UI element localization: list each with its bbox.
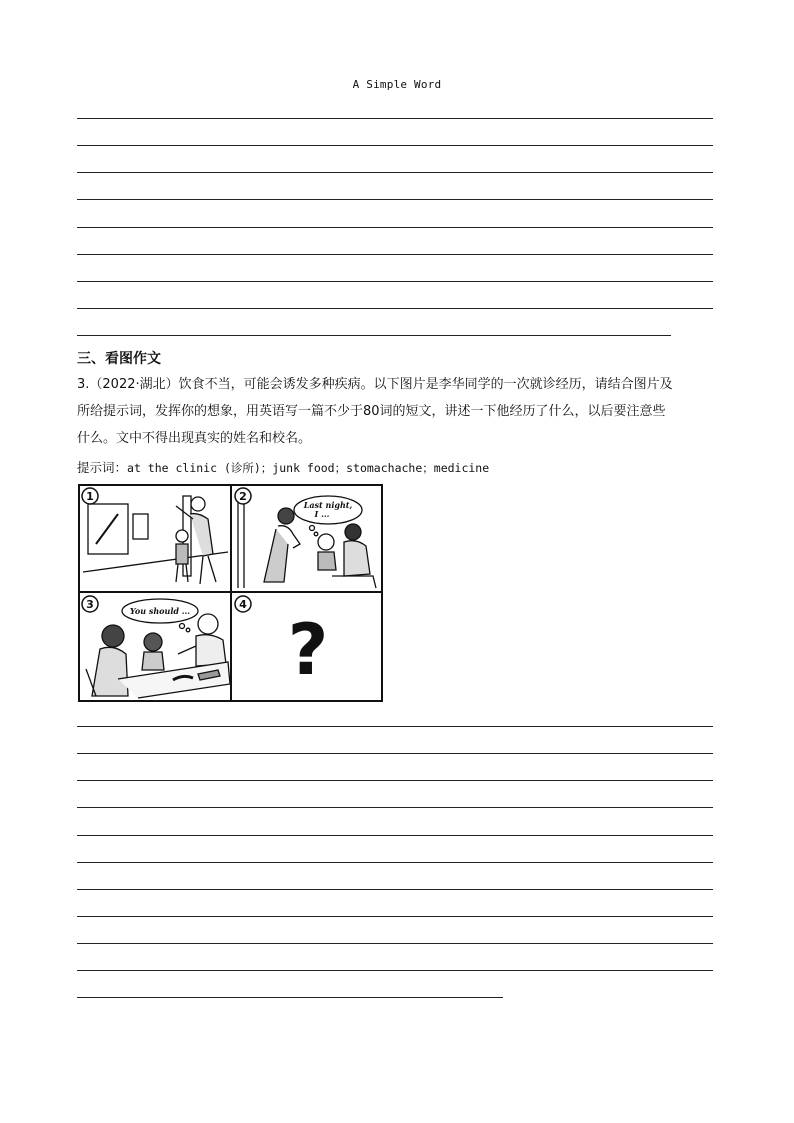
writing-line <box>77 970 713 971</box>
speech-bubble-2-line-2: I ... <box>314 509 330 519</box>
hint-words <box>77 458 489 476</box>
page-header: A Simple Word <box>352 78 442 91</box>
writing-line <box>77 145 713 146</box>
writing-line <box>77 916 713 917</box>
question-text-line-1: 3.（2022·湖北）饮食不当，可能会诱发多种疾病。以下图片是李华同学的一次就诊经历，请结合图片及 <box>77 377 673 392</box>
hint-text: at the clinic (诊所)；junk food；stomachache；medicine <box>127 461 490 475</box>
writing-line <box>77 199 713 200</box>
writing-line <box>77 172 713 173</box>
speech-bubble-2-line-1: Last night, <box>303 500 353 510</box>
speech-bubble-3-text: You should ... <box>129 606 191 616</box>
question-mark-panel-4: ? <box>287 609 329 691</box>
writing-line <box>77 807 713 808</box>
writing-line <box>77 118 713 119</box>
writing-line <box>77 308 713 309</box>
writing-line <box>77 335 671 336</box>
question-text-line-3: 什么。文中不得出现真实的姓名和校名。 <box>77 431 312 446</box>
writing-line <box>77 835 713 836</box>
writing-line <box>77 753 713 754</box>
comic-strip <box>78 484 383 702</box>
writing-line <box>77 889 713 890</box>
writing-line <box>77 726 713 727</box>
writing-line <box>77 780 713 781</box>
hint-label: 提示词： <box>77 460 128 475</box>
writing-line <box>77 862 713 863</box>
panel-number-4: 4 <box>239 598 247 611</box>
writing-line <box>77 281 713 282</box>
writing-line <box>77 943 713 944</box>
section-title: 三、看图作文 <box>77 351 161 367</box>
writing-line <box>77 997 503 998</box>
writing-line <box>77 227 713 228</box>
writing-line <box>77 254 713 255</box>
panel-number-2: 2 <box>239 490 247 503</box>
comic-illustration <box>78 484 383 702</box>
panel-number-1: 1 <box>86 490 94 503</box>
panel-number-3: 3 <box>86 598 94 611</box>
question-text-line-2: 所给提示词，发挥你的想象，用英语写一篇不少于80词的短文，讲述一下他经历了什么，以后要注意些 <box>77 404 666 419</box>
